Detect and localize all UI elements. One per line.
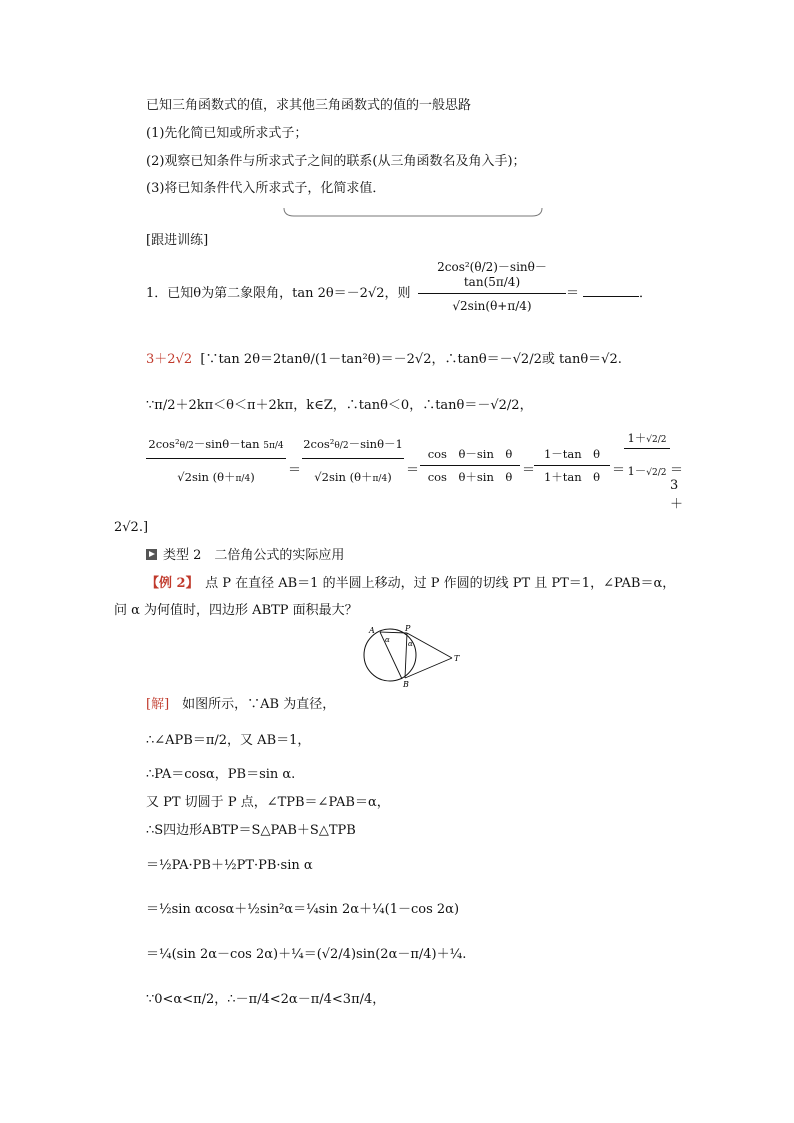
solution-l1: 如图所示，∵AB 为直径， [169,697,336,712]
label-alpha-2: α [408,640,413,648]
label-P: P [405,624,411,633]
chain-tail: ＝3＋ [670,463,684,512]
solution-line-8: ＝¼(sin 2α－cos 2α)＋¼＝(√2/4)sin(2α－π/4)＋¼. [146,947,467,962]
sol1-line-1 [146,352,622,368]
q1-end: ． [639,286,653,301]
geometry-figure [360,624,470,690]
q1-suffix: ＝ [566,286,580,301]
solution-line-4: 又 PT 切圆于 P 点，∠TPB＝∠PAB＝α， [146,795,390,810]
sol1-line1-text: [∵tan 2θ＝2tanθ/(1－tan²θ)＝－2√2，∴tanθ＝－√2/2或 tanθ＝√2. [200,352,622,367]
solution-line-1 [146,697,335,713]
practice-label: [跟进训练] [146,233,209,248]
label-alpha-1: α [385,636,390,644]
summary-title: 已知三角函数式的值，求其他三角函数式的值的一般思路 [146,98,472,113]
solution-line-5: ∴S四边形ABTP＝S△PAB＋S△TPB [146,823,356,838]
solution-line-2: ∴∠APB＝π/2，又 AB＝1， [146,733,311,748]
section-arrow-icon [146,549,157,560]
example2-tag: 【例 2】 [146,576,193,591]
summary-bracket [282,206,544,220]
chain-frac-2: 2cos²θ/2－sinθ－1 √2sin (θ＋π/4) [303,437,403,484]
example2-line-2: 问 α 为何值时，四边形 ABTP 面积最大？ [114,603,358,618]
q1-equals [566,286,652,302]
example2-text1: 点 P 在直径 AB＝1 的半圆上移动，过 P 作圆的切线 PT 且 PT＝1，∠PAB＝α， [192,576,676,591]
type2-heading [146,548,344,564]
summary-step-2: (2)观察已知条件与所求式子之间的联系(从三角函数名及角入手)； [146,154,526,169]
q1-numerator: 2cos²(θ/2)－sinθ－tan(5π/4) [418,258,566,294]
chain-frac-4: 1－tan θ 1＋tan θ [534,446,610,485]
chain-frac-1: 2cos²θ/2－sinθ－tan 5π/4 √2sin (θ＋π/4) [146,436,286,485]
sol1-line-2: ∵π/2＋2kπ＜θ＜π＋2kπ，k∈Z，∴tanθ＜0，∴tanθ＝－√2/2， [146,398,533,413]
label-B: B [403,680,409,689]
sol1-equation-chain: 2cos²θ/2－sinθ－tan 5π/4 √2sin (θ＋π/4) ＝ 2cos²θ/2－sinθ－1 √2sin (θ＋π/4) ＝ cos θ－sin θ cos θ＋sin θ ＝ 1－tan θ 1＋tan θ ＝ 1＋√2/2 1－√2/2 ＝3＋ [146,436,666,510]
label-A: A [369,626,375,635]
sol1-answer: 3＋2√2 [146,352,193,367]
sol1-line-4: 2√2.] [114,520,149,535]
summary-step-3: (3)将已知条件代入所求式子，化简求值． [146,181,386,196]
type2-label: 类型 2 二倍角公式的实际应用 [163,548,345,563]
chain-frac-5: 1＋√2/2 1－√2/2 [624,430,670,479]
q1-denominator: √2sin(θ+π/4) [452,299,532,313]
q1-fraction [418,258,566,313]
label-T: T [454,654,460,663]
summary-step-1: (1)先化简已知或所求式子； [146,126,308,141]
solution-line-6: ＝½PA·PB＋½PT·PB·sin α [146,858,313,873]
solution-tag: [解] [146,697,170,712]
solution-line-9: ∵0<α<π/2，∴－π/4<2α－π/4<3π/4， [146,992,386,1007]
q1-prefix: 1．已知θ为第二象限角，tan 2θ＝－2√2，则 [146,286,411,301]
example2-line-1 [146,576,675,592]
answer-blank[interactable] [583,296,639,297]
chain-frac-3: cos θ－sin θ cos θ＋sin θ [420,446,520,485]
solution-line-3: ∴PA＝cosα，PB＝sin α. [146,767,296,782]
solution-line-7: ＝½sin αcosα＋½sin²α＝¼sin 2α＋¼(1－cos 2α) [146,902,460,917]
